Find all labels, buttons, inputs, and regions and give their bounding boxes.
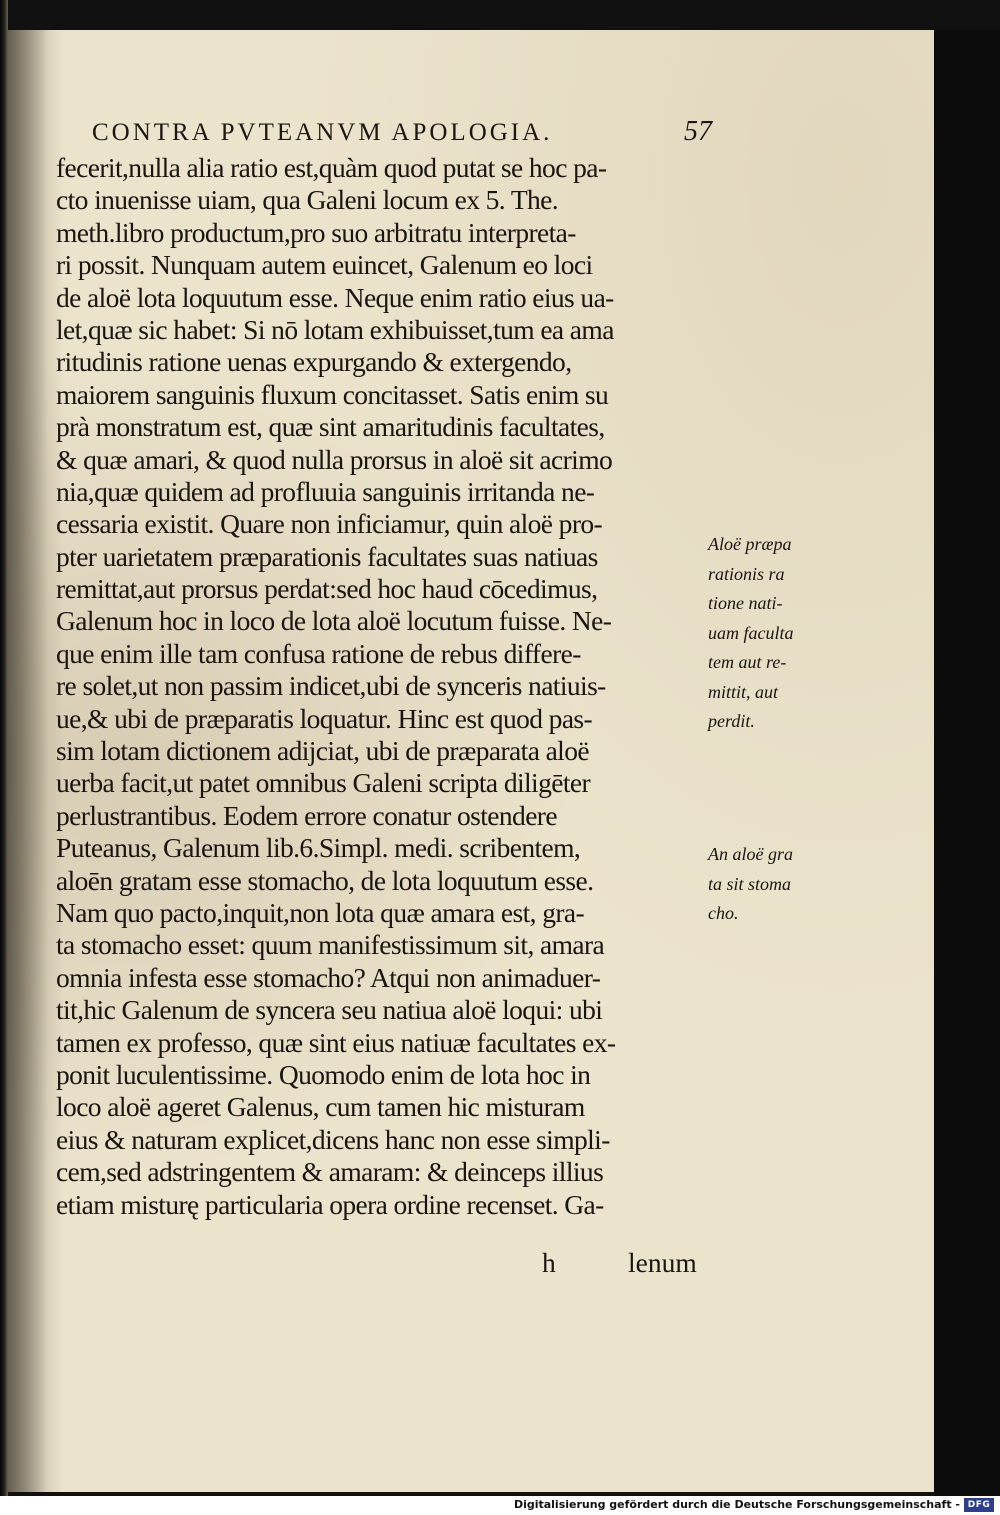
text-line: etiam misturę particularia opera ordine recenset. Ga-: [56, 1188, 604, 1220]
catchword-line: [542, 1247, 712, 1281]
marginal-note-line: rationis ra: [708, 563, 785, 584]
marginal-note-line: mittit, aut: [708, 681, 779, 702]
text-line: Nam quo pacto,inquit,non lota quæ amara est, gra-: [56, 896, 585, 928]
marginal-note-line: perdit.: [708, 711, 755, 731]
page-number: 57: [684, 116, 712, 147]
text-line: tamen ex professo, quæ sint eius natiuæ facultates ex-: [56, 1026, 616, 1058]
text-line: meth.libro productum,pro suo arbitratu interpreta-: [56, 216, 576, 248]
marginal-note-line: Aloë præpa: [708, 534, 792, 554]
footer-bar: [0, 1496, 1000, 1515]
catchword: lenum: [628, 1247, 697, 1278]
running-head: [92, 116, 712, 152]
text-line: ta stomacho esset: quum manifestissimum sit, amara: [56, 929, 605, 961]
text-line: nia,quæ quidem ad profluuia sanguinis irritanda ne-: [56, 475, 595, 507]
text-line: cessaria existit. Quare non inficiamur, quin aloë pro-: [56, 508, 603, 540]
marginal-note-line: An aloë gra: [708, 844, 793, 864]
text-line: prà monstratum est, quæ sint amaritudinis facultates,: [56, 411, 605, 443]
text-line: cem,sed adstringentem & amaram: & deinceps illius: [56, 1156, 604, 1188]
signature-mark: h: [542, 1247, 556, 1278]
text-line: pter uarietatem præparationis facultates suas natiuas: [56, 540, 598, 572]
text-line: perlustrantibus. Eodem errore conatur ostendere: [56, 799, 557, 831]
text-line: tit,hic Galenum de syncera seu natiua aloë loqui: ubi: [56, 994, 603, 1026]
dfg-logo: DFG: [964, 1498, 994, 1512]
funding-credit: Digitalisierung gefördert durch die Deutsche Forschungsgemeinschaft -: [513, 1498, 960, 1511]
text-line: ri possit. Nunquam autem euincet, Galenum eo loci: [56, 249, 593, 281]
text-line: ponit luculentissime. Quomodo enim de lota hoc in: [56, 1058, 591, 1090]
text-line: aloēn gratam esse stomacho, de lota loquutum esse.: [56, 864, 594, 896]
text-line: maiorem sanguinis fluxum concitasset. Satis enim su: [56, 378, 609, 410]
text-line: eius & naturam explicet,dicens hanc non esse simpli-: [56, 1123, 610, 1155]
text-line: cto inuenisse uiam, qua Galeni locum ex 5. The.: [56, 184, 559, 216]
marginal-note-line: uam faculta: [708, 622, 794, 643]
running-title: CONTRA PVTEANVM APOLOGIA.: [92, 119, 553, 146]
text-line: Puteanus, Galenum lib.6.Simpl. medi. scribentem,: [56, 832, 581, 864]
text-line: Galenum hoc in loco de lota aloë locutum fuisse. Ne-: [56, 605, 612, 637]
page-edge-left: [0, 0, 8, 1496]
marginal-note-line: ta sit stoma: [708, 873, 792, 894]
marginal-note-line: tione nati-: [708, 593, 783, 613]
text-line: loco aloë ageret Galenus, cum tamen hic misturam: [56, 1091, 585, 1123]
text-line: ritudinis ratione uenas expurgando & extergendo,: [56, 346, 572, 378]
text-line: remittat,aut prorsus perdat:sed hoc haud cōcedimus,: [56, 573, 598, 605]
text-line: ue,& ubi de præparatis loquatur. Hinc est quod pas-: [56, 702, 593, 734]
marginal-note-line: tem aut re-: [708, 652, 787, 672]
body-text: [56, 152, 706, 1221]
scan-margin-right: [934, 30, 1000, 1496]
text-line: uerba facit,ut patet omnibus Galeni scripta diligēter: [56, 767, 591, 799]
marginal-note-line: cho.: [708, 903, 739, 923]
text-line: que enim ille tam confusa ratione de rebus differe-: [56, 637, 581, 669]
text-line: sim lotam dictionem adijciat, ubi de præparata aloë: [56, 735, 589, 767]
text-line: let,quæ sic habet: Si nō lotam exhibuisset,tum ea ama: [56, 313, 614, 345]
gutter-shadow: [8, 30, 48, 1492]
marginal-note: [708, 530, 826, 737]
text-line: omnia infesta esse stomacho? Atqui non animaduer-: [56, 961, 601, 993]
text-line: & quæ amari, & quod nulla prorsus in aloë sit acrimo: [56, 443, 613, 475]
text-line: fecerit,nulla alia ratio est,quàm quod putat se hoc pa-: [56, 152, 607, 183]
marginal-note: [708, 840, 826, 929]
text-line: re solet,ut non passim indicet,ubi de synceris natiuis-: [56, 670, 606, 702]
text-line: de aloë lota loquutum esse. Neque enim ratio eius ua-: [56, 281, 614, 313]
